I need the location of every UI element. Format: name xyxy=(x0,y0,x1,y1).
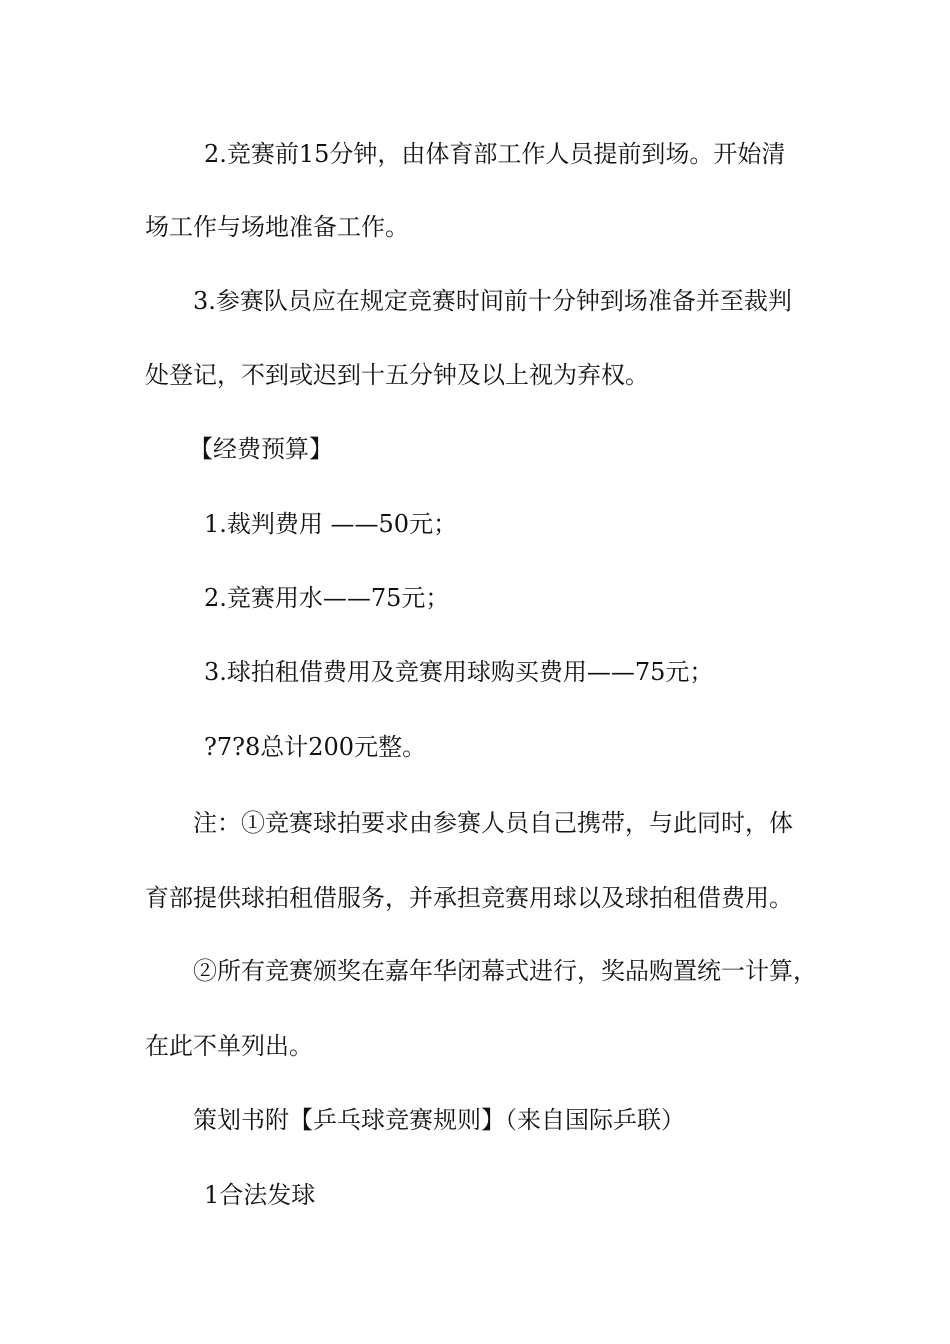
note-line: ②所有竞赛颁奖在嘉年华闭幕式进行，奖品购置统一计算， xyxy=(193,957,817,985)
budget-item: 1.裁判费用 ——50元； xyxy=(204,510,458,538)
note-line: 在此不单列出。 xyxy=(145,1032,313,1060)
note-line: 注：①竞赛球拍要求由参赛人员自己携带，与此同时，体 xyxy=(193,809,793,837)
budget-total: ?7?8总计200元整。 xyxy=(204,733,427,761)
appendix-heading: 策划书附【乒乓球竞赛规则】（来自国际乒联） xyxy=(193,1106,685,1134)
section-heading: 【经费预算】 xyxy=(189,435,333,463)
paragraph-line: 场工作与场地准备工作。 xyxy=(145,213,409,241)
paragraph-line: 3.参赛队员应在规定竞赛时间前十分钟到场准备并至裁判 xyxy=(193,287,792,315)
budget-item: 3.球拍租借费用及竞赛用球购买费用——75元； xyxy=(204,658,714,686)
rule-heading: 1合法发球 xyxy=(204,1181,316,1209)
budget-item: 2.竞赛用水——75元； xyxy=(204,584,450,612)
paragraph-line: 2.竞赛前15分钟，由体育部工作人员提前到场。开始清 xyxy=(204,140,786,168)
paragraph-line: 处登记，不到或迟到十五分钟及以上视为弃权。 xyxy=(145,361,649,389)
note-line: 育部提供球拍租借服务，并承担竞赛用球以及球拍租借费用。 xyxy=(145,884,793,912)
